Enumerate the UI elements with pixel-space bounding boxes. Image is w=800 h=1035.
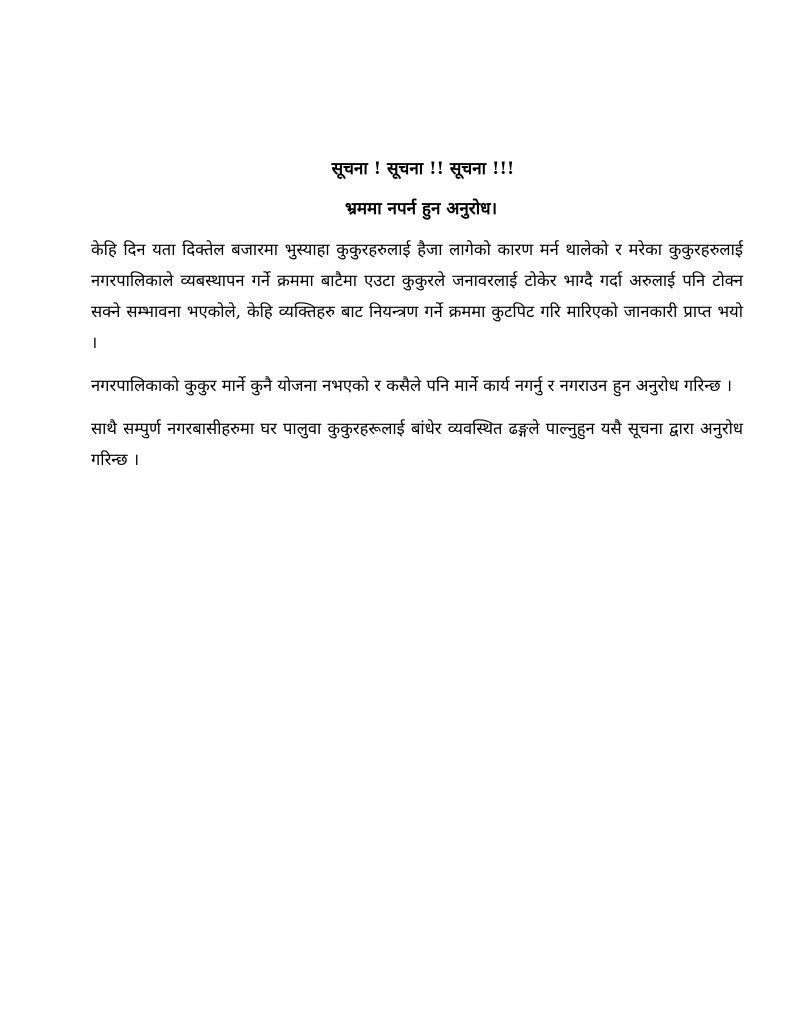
notice-body: [91, 156, 743, 475]
notice-title: सूचना ! सूचना !! सूचना !!!: [331, 159, 515, 179]
notice-subtitle: भ्रममा नपर्न हुन अनुरोध।: [344, 199, 498, 219]
notice-paragraph-1: केहि दिन यता दिक्तेल बजारमा भुस्याहा कुकुरहरुलाई हैजा लागेको कारण मर्न थालेको र मरेका कुकुरहरुलाई नगरपालिकाले व्यबस्थापन गर्ने क्रममा बाटैमा एउटा कुकुरले जनावरलाई टोकेर भाग्दै गर्दा अरुलाई पनि टोक्न सक्ने सम्भावना भएकोले, केहि व्यक्तिहरु बाट नियन्त्रण गर्ने क्रममा कुटपिट गरि मारिएको जानकारी प्राप्त भयो ।: [91, 240, 743, 352]
notice-paragraph-2: नगरपालिकाको कुकुर मार्ने कुनै योजना नभएको र कसैले पनि मार्ने कार्य नगर्नु र नगराउन हुन अनुरोध गरिन्छ ।: [91, 376, 733, 395]
notice-paragraph-3: साथै सम्पुर्ण नगरबासीहरुमा घर पालुवा कुकुरहरूलाई बांधेर व्यवस्थित ढङ्गले पाल्नुहुन यसै सूचना द्वारा अनुरोध गरिन्छ ।: [91, 419, 743, 469]
